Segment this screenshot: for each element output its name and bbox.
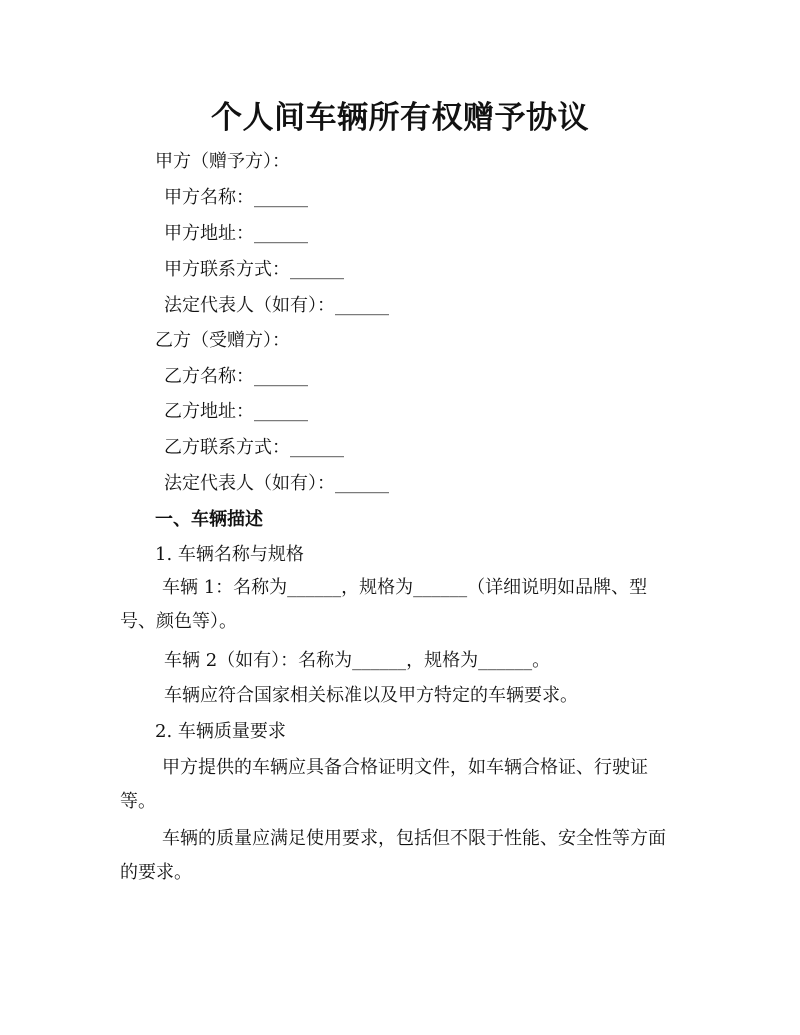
party-b-contact: 乙方联系方式：______ [164,437,344,458]
document-title: 个人间车辆所有权赠予协议 [211,100,589,136]
quality-paragraph: 车辆的质量应满足使用要求，包括但不限于性能、安全性等方面的要求。 [120,828,666,883]
subsection-1-heading: 1. 车辆名称与规格 [155,544,304,565]
party-a-contact: 甲方联系方式：______ [164,259,344,280]
subsection-2-heading: 2. 车辆质量要求 [155,721,286,742]
vehicle-1-paragraph: 车辆 1：名称为______，规格为______（详细说明如品牌、型号、颜色等）。 [120,577,648,632]
party-a-name: 甲方名称：______ [164,187,308,208]
party-a-heading: 甲方（赠予方）： [155,151,290,172]
vehicle-standard-paragraph: 车辆应符合国家相关标准以及甲方特定的车辆要求。 [164,685,578,706]
party-b-address: 乙方地址：______ [164,401,308,422]
section-1-heading: 一、车辆描述 [155,509,263,530]
party-b-representative: 法定代表人（如有）：______ [164,473,389,494]
party-b-heading: 乙方（受赠方）： [155,330,290,351]
party-a-representative: 法定代表人（如有）：______ [164,295,389,316]
vehicle-2-paragraph: 车辆 2（如有）：名称为______，规格为______。 [164,650,551,671]
party-a-address: 甲方地址：______ [164,223,308,244]
party-b-name: 乙方名称：______ [164,366,308,387]
certificate-paragraph: 甲方提供的车辆应具备合格证明文件，如车辆合格证、行驶证等。 [120,757,648,812]
